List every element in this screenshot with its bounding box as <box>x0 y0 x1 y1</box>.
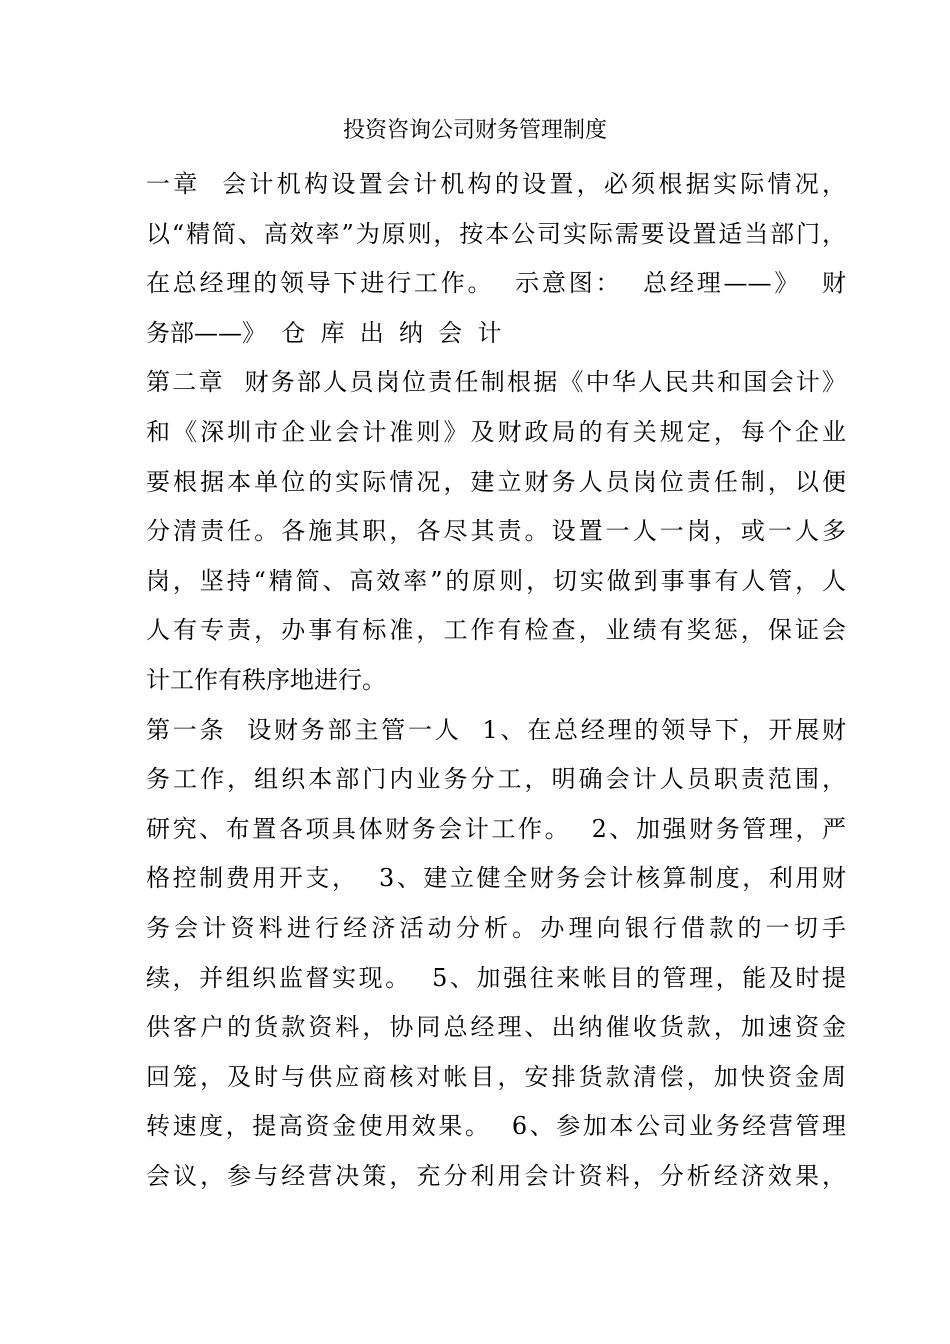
text-line: 续，并组织监督实现。 5、加强往来帐目的管理，能及时提 <box>146 963 846 992</box>
text-line: 一章 会计机构设置会计机构的设置，必须根据实际情况， <box>146 170 846 198</box>
text-line: 务部——》 仓 库 出 纳 会 计 <box>146 318 502 347</box>
text-line: 供客户的货款资料，协同总经理、出纳催收货款，加速资金 <box>146 1013 846 1042</box>
text-line: 务会计资料进行经济活动分析。办理向银行借款的一切手 <box>146 913 846 942</box>
document-title: 投资咨询公司财务管理制度 <box>342 118 607 143</box>
text-line: 以“精简、高效率”为原则，按本公司实际需要设置适当部门， <box>146 219 846 248</box>
text-line: 和《深圳市企业会计准则》及财政局的有关规定，每个企业 <box>146 417 846 446</box>
text-line: 务工作，组织本部门内业务分工，明确会计人员职责范围， <box>146 765 846 794</box>
text-line: 在总经理的领导下进行工作。 示意图： 总经理——》 财 <box>146 269 846 298</box>
document-body <box>146 160 846 1201</box>
text-line: 岗，坚持“精简、高效率”的原则，切实做到事事有人管，人 <box>146 566 846 595</box>
text-line: 格控制费用开支， 3、建立健全财务会计核算制度，利用财 <box>146 864 846 893</box>
text-line: 要根据本单位的实际情况，建立财务人员岗位责任制，以便 <box>146 467 846 496</box>
text-line: 会议，参与经营决策，充分利用会计资料，分析经济效果， <box>146 1161 846 1190</box>
text-line: 转速度，提高资金使用效果。 6、参加本公司业务经营管理 <box>146 1112 846 1141</box>
text-line: 第二章 财务部人员岗位责任制根据《中华人民共和国会计》 <box>146 368 846 397</box>
text-line: 研究、布置各项具体财务会计工作。 2、加强财务管理，严 <box>146 814 846 843</box>
text-line: 人有专责，办事有标准，工作有检查，业绩有奖惩，保证会 <box>146 616 846 645</box>
text-line: 第一条 设财务部主管一人 1、在总经理的领导下，开展财 <box>146 715 846 744</box>
text-line: 分清责任。各施其职，各尽其责。设置一人一岗，或一人多 <box>146 517 846 546</box>
text-line: 回笼，及时与供应商核对帐目，安排货款清偿，加快资金周 <box>146 1062 846 1091</box>
text-line: 计工作有秩序地进行。 <box>146 665 386 694</box>
